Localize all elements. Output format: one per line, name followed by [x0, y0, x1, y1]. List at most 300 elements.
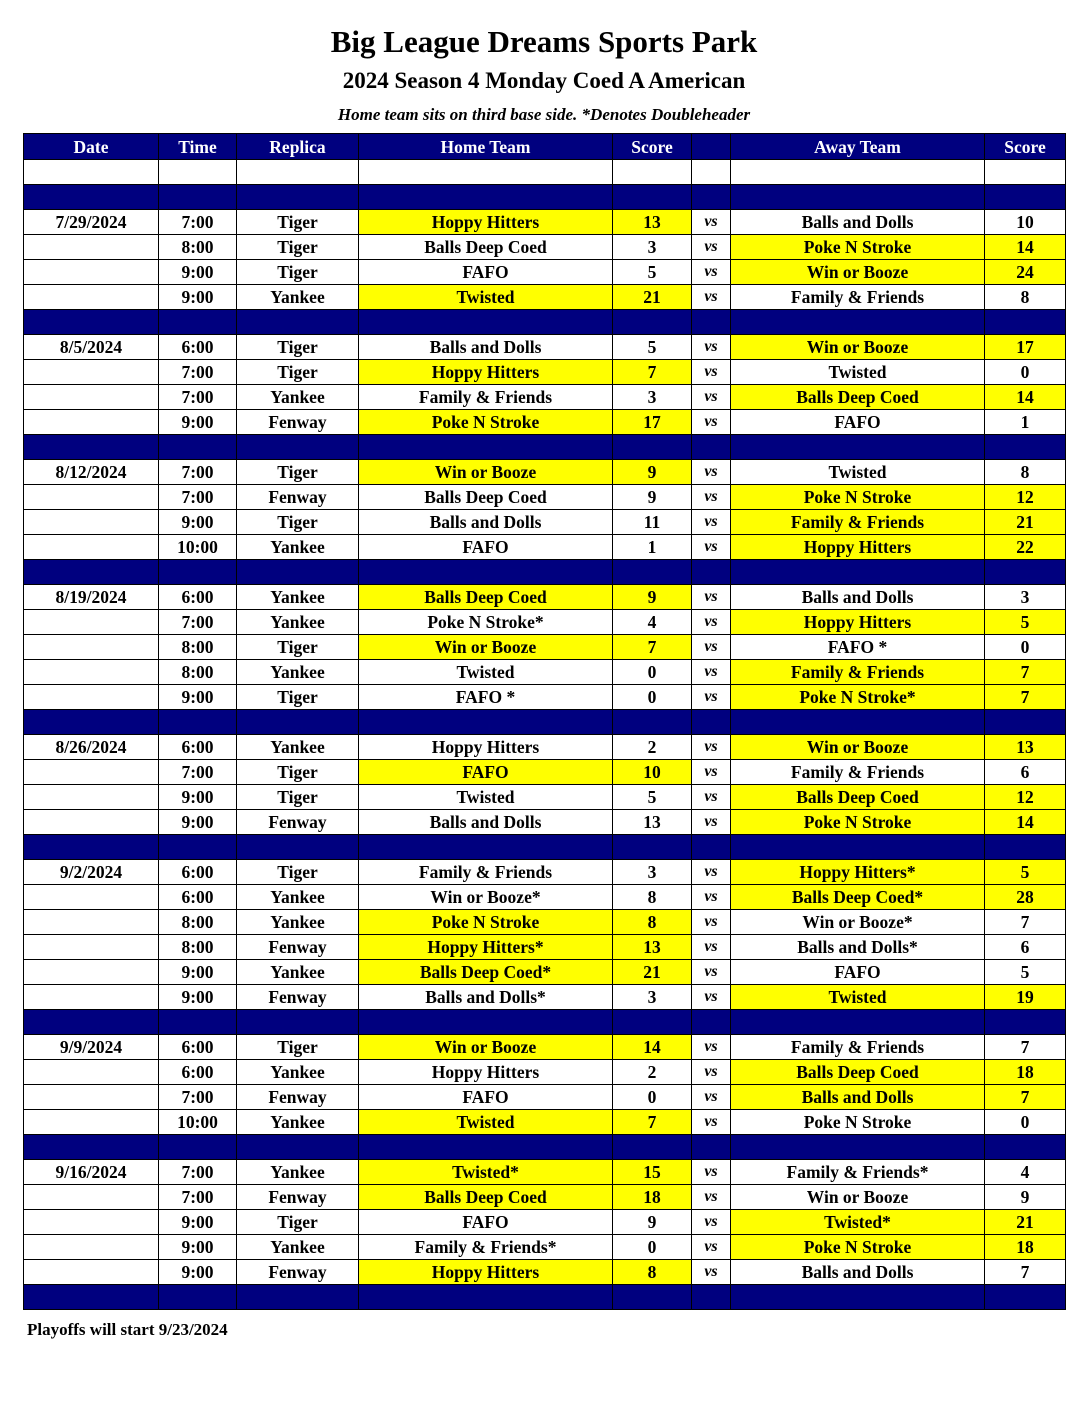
time-cell: 8:00 [159, 660, 237, 685]
home-score-cell: 3 [613, 860, 692, 885]
time-cell: 7:00 [159, 760, 237, 785]
replica-cell: Yankee [237, 1060, 359, 1085]
date-cell [24, 960, 159, 985]
empty-cell [985, 1010, 1066, 1035]
vs-cell: vs [692, 260, 731, 285]
home-score-cell: 11 [613, 510, 692, 535]
away-team-cell: Hoppy Hitters* [731, 860, 985, 885]
home-score-cell: 9 [613, 585, 692, 610]
empty-cell [613, 1135, 692, 1160]
game-row [24, 1260, 1066, 1285]
away-score-cell: 21 [985, 1210, 1066, 1235]
time-cell: 8:00 [159, 910, 237, 935]
empty-cell [159, 710, 237, 735]
away-team-cell: Win or Booze* [731, 910, 985, 935]
home-team-cell: Win or Booze* [359, 885, 613, 910]
date-cell: 8/12/2024 [24, 460, 159, 485]
away-team-cell: Hoppy Hitters [731, 610, 985, 635]
away-score-cell: 7 [985, 660, 1066, 685]
game-row [24, 635, 1066, 660]
separator-row [24, 1010, 1066, 1035]
empty-cell [159, 560, 237, 585]
away-score-cell: 7 [985, 685, 1066, 710]
game-row [24, 1160, 1066, 1185]
empty-cell [159, 835, 237, 860]
home-score-cell: 3 [613, 385, 692, 410]
home-score-cell: 2 [613, 1060, 692, 1085]
empty-cell [24, 710, 159, 735]
separator-row [24, 710, 1066, 735]
empty-cell [24, 185, 159, 210]
empty-cell [985, 560, 1066, 585]
date-cell [24, 1185, 159, 1210]
game-row [24, 960, 1066, 985]
date-cell [24, 760, 159, 785]
empty-cell [359, 160, 613, 185]
replica-cell: Fenway [237, 1085, 359, 1110]
game-row [24, 410, 1066, 435]
away-score-cell: 13 [985, 735, 1066, 760]
away-team-cell: Win or Booze [731, 260, 985, 285]
away-score-cell: 6 [985, 935, 1066, 960]
empty-cell [692, 1135, 731, 1160]
column-header: Time [159, 134, 237, 160]
date-cell [24, 1060, 159, 1085]
home-team-cell: Hoppy Hitters [359, 360, 613, 385]
vs-cell: vs [692, 335, 731, 360]
date-cell [24, 410, 159, 435]
date-cell [24, 385, 159, 410]
date-cell [24, 1235, 159, 1260]
column-header: Replica [237, 134, 359, 160]
home-score-cell: 13 [613, 210, 692, 235]
empty-cell [359, 835, 613, 860]
empty-cell [237, 185, 359, 210]
blank-row [24, 160, 1066, 185]
home-team-cell: Hoppy Hitters [359, 210, 613, 235]
away-team-cell: Poke N Stroke [731, 485, 985, 510]
away-team-cell: Win or Booze [731, 1185, 985, 1210]
time-cell: 9:00 [159, 260, 237, 285]
home-team-cell: Poke N Stroke* [359, 610, 613, 635]
vs-cell: vs [692, 1260, 731, 1285]
empty-cell [692, 835, 731, 860]
empty-cell [159, 185, 237, 210]
time-cell: 7:00 [159, 385, 237, 410]
replica-cell: Yankee [237, 1110, 359, 1135]
home-score-cell: 8 [613, 1260, 692, 1285]
empty-cell [237, 1135, 359, 1160]
empty-cell [613, 1010, 692, 1035]
away-score-cell: 14 [985, 810, 1066, 835]
home-score-cell: 8 [613, 885, 692, 910]
replica-cell: Tiger [237, 685, 359, 710]
time-cell: 9:00 [159, 985, 237, 1010]
home-team-cell: Twisted [359, 660, 613, 685]
away-team-cell: Twisted* [731, 1210, 985, 1235]
date-cell [24, 660, 159, 685]
away-team-cell: Family & Friends* [731, 1160, 985, 1185]
empty-cell [985, 310, 1066, 335]
replica-cell: Tiger [237, 1035, 359, 1060]
away-score-cell: 18 [985, 1235, 1066, 1260]
vs-cell: vs [692, 610, 731, 635]
date-cell [24, 635, 159, 660]
replica-cell: Tiger [237, 860, 359, 885]
time-cell: 9:00 [159, 510, 237, 535]
date-cell [24, 285, 159, 310]
replica-cell: Fenway [237, 810, 359, 835]
separator-row [24, 310, 1066, 335]
vs-cell: vs [692, 510, 731, 535]
away-score-cell: 7 [985, 1260, 1066, 1285]
vs-cell: vs [692, 210, 731, 235]
away-team-cell: FAFO [731, 410, 985, 435]
date-cell [24, 535, 159, 560]
empty-cell [359, 560, 613, 585]
time-cell: 6:00 [159, 860, 237, 885]
date-cell [24, 1260, 159, 1285]
time-cell: 6:00 [159, 335, 237, 360]
empty-cell [731, 560, 985, 585]
date-cell [24, 610, 159, 635]
date-cell [24, 235, 159, 260]
empty-cell [237, 1010, 359, 1035]
empty-cell [24, 160, 159, 185]
empty-cell [24, 435, 159, 460]
date-cell [24, 510, 159, 535]
vs-cell: vs [692, 735, 731, 760]
home-score-cell: 4 [613, 610, 692, 635]
away-score-cell: 1 [985, 410, 1066, 435]
away-team-cell: Win or Booze [731, 735, 985, 760]
game-row [24, 485, 1066, 510]
empty-cell [985, 835, 1066, 860]
empty-cell [985, 160, 1066, 185]
game-row [24, 785, 1066, 810]
home-score-cell: 5 [613, 335, 692, 360]
empty-cell [237, 1285, 359, 1310]
game-row [24, 510, 1066, 535]
empty-cell [985, 1285, 1066, 1310]
away-score-cell: 0 [985, 360, 1066, 385]
home-score-cell: 0 [613, 1085, 692, 1110]
home-team-cell: Hoppy Hitters* [359, 935, 613, 960]
home-score-cell: 9 [613, 460, 692, 485]
time-cell: 9:00 [159, 1235, 237, 1260]
vs-cell: vs [692, 410, 731, 435]
game-row [24, 385, 1066, 410]
home-score-cell: 14 [613, 1035, 692, 1060]
game-row [24, 760, 1066, 785]
replica-cell: Yankee [237, 960, 359, 985]
away-team-cell: Balls and Dolls [731, 1260, 985, 1285]
header-row [24, 134, 1066, 160]
away-team-cell: Balls and Dolls [731, 210, 985, 235]
home-team-cell: Balls and Dolls* [359, 985, 613, 1010]
away-score-cell: 7 [985, 910, 1066, 935]
game-row [24, 1085, 1066, 1110]
empty-cell [731, 1010, 985, 1035]
empty-cell [613, 710, 692, 735]
away-score-cell: 7 [985, 1035, 1066, 1060]
empty-cell [692, 560, 731, 585]
away-team-cell: Family & Friends [731, 660, 985, 685]
home-team-cell: Family & Friends* [359, 1235, 613, 1260]
time-cell: 9:00 [159, 1210, 237, 1235]
time-cell: 9:00 [159, 1260, 237, 1285]
home-team-cell: FAFO [359, 1085, 613, 1110]
home-team-cell: Balls Deep Coed* [359, 960, 613, 985]
date-cell [24, 485, 159, 510]
date-cell [24, 910, 159, 935]
away-score-cell: 4 [985, 1160, 1066, 1185]
away-team-cell: Twisted [731, 985, 985, 1010]
empty-cell [359, 435, 613, 460]
empty-cell [692, 1010, 731, 1035]
time-cell: 9:00 [159, 285, 237, 310]
home-team-cell: FAFO [359, 260, 613, 285]
away-score-cell: 12 [985, 785, 1066, 810]
empty-cell [237, 835, 359, 860]
date-cell [24, 1210, 159, 1235]
game-row [24, 810, 1066, 835]
page-subtitle: 2024 Season 4 Monday Coed A American [342, 68, 746, 93]
vs-cell: vs [692, 535, 731, 560]
home-score-cell: 3 [613, 985, 692, 1010]
time-cell: 10:00 [159, 535, 237, 560]
home-team-cell: Family & Friends [359, 860, 613, 885]
away-score-cell: 19 [985, 985, 1066, 1010]
away-score-cell: 7 [985, 1085, 1066, 1110]
away-score-cell: 14 [985, 235, 1066, 260]
away-score-cell: 0 [985, 1110, 1066, 1135]
game-row [24, 235, 1066, 260]
empty-cell [613, 1285, 692, 1310]
home-team-cell: Balls Deep Coed [359, 1185, 613, 1210]
away-score-cell: 9 [985, 1185, 1066, 1210]
game-row [24, 885, 1066, 910]
replica-cell: Tiger [237, 635, 359, 660]
time-cell: 8:00 [159, 235, 237, 260]
vs-cell: vs [692, 685, 731, 710]
game-row [24, 1210, 1066, 1235]
game-row [24, 935, 1066, 960]
away-score-cell: 8 [985, 460, 1066, 485]
away-score-cell: 3 [985, 585, 1066, 610]
column-header: Score [985, 134, 1066, 160]
game-row [24, 1060, 1066, 1085]
vs-cell: vs [692, 1085, 731, 1110]
home-team-cell: FAFO [359, 1210, 613, 1235]
replica-cell: Fenway [237, 1185, 359, 1210]
home-score-cell: 21 [613, 960, 692, 985]
time-cell: 9:00 [159, 410, 237, 435]
empty-cell [359, 185, 613, 210]
home-score-cell: 0 [613, 1235, 692, 1260]
time-cell: 7:00 [159, 210, 237, 235]
empty-cell [613, 310, 692, 335]
separator-row [24, 560, 1066, 585]
home-team-cell: Balls and Dolls [359, 335, 613, 360]
away-team-cell: Balls Deep Coed [731, 385, 985, 410]
empty-cell [692, 185, 731, 210]
game-row [24, 460, 1066, 485]
home-score-cell: 13 [613, 810, 692, 835]
away-team-cell: Family & Friends [731, 760, 985, 785]
schedule-table [23, 133, 1066, 1310]
game-row [24, 735, 1066, 760]
time-cell: 8:00 [159, 635, 237, 660]
game-row [24, 985, 1066, 1010]
time-cell: 6:00 [159, 885, 237, 910]
empty-cell [731, 185, 985, 210]
vs-cell: vs [692, 860, 731, 885]
home-team-cell: Hoppy Hitters [359, 735, 613, 760]
away-team-cell: Balls and Dolls [731, 585, 985, 610]
home-team-cell: Twisted* [359, 1160, 613, 1185]
home-team-cell: Win or Booze [359, 460, 613, 485]
vs-cell: vs [692, 1235, 731, 1260]
replica-cell: Fenway [237, 1260, 359, 1285]
empty-cell [24, 1010, 159, 1035]
replica-cell: Tiger [237, 760, 359, 785]
home-team-cell: Win or Booze [359, 1035, 613, 1060]
away-score-cell: 10 [985, 210, 1066, 235]
empty-cell [985, 710, 1066, 735]
away-team-cell: Balls Deep Coed [731, 1060, 985, 1085]
replica-cell: Tiger [237, 235, 359, 260]
date-cell: 9/2/2024 [24, 860, 159, 885]
home-score-cell: 18 [613, 1185, 692, 1210]
separator-row [24, 835, 1066, 860]
home-team-cell: Twisted [359, 285, 613, 310]
home-score-cell: 9 [613, 485, 692, 510]
home-score-cell: 5 [613, 785, 692, 810]
away-team-cell: Win or Booze [731, 335, 985, 360]
replica-cell: Tiger [237, 360, 359, 385]
vs-cell: vs [692, 360, 731, 385]
date-cell [24, 885, 159, 910]
vs-cell: vs [692, 935, 731, 960]
empty-cell [692, 710, 731, 735]
home-score-cell: 7 [613, 360, 692, 385]
game-row [24, 660, 1066, 685]
replica-cell: Tiger [237, 335, 359, 360]
away-score-cell: 5 [985, 960, 1066, 985]
game-row [24, 535, 1066, 560]
time-cell: 7:00 [159, 1085, 237, 1110]
vs-cell: vs [692, 910, 731, 935]
home-score-cell: 0 [613, 660, 692, 685]
vs-cell: vs [692, 635, 731, 660]
empty-cell [731, 1285, 985, 1310]
empty-cell [24, 1135, 159, 1160]
page-title: Big League Dreams Sports Park [330, 24, 758, 59]
away-team-cell: FAFO [731, 960, 985, 985]
empty-cell [731, 310, 985, 335]
away-score-cell: 28 [985, 885, 1066, 910]
column-header: Score [613, 134, 692, 160]
away-score-cell: 22 [985, 535, 1066, 560]
date-cell [24, 1085, 159, 1110]
away-score-cell: 5 [985, 860, 1066, 885]
empty-cell [237, 710, 359, 735]
time-cell: 7:00 [159, 1160, 237, 1185]
empty-cell [985, 1135, 1066, 1160]
vs-cell: vs [692, 985, 731, 1010]
away-team-cell: Twisted [731, 460, 985, 485]
away-team-cell: FAFO * [731, 635, 985, 660]
date-cell [24, 935, 159, 960]
vs-cell: vs [692, 760, 731, 785]
empty-cell [24, 1285, 159, 1310]
replica-cell: Yankee [237, 735, 359, 760]
time-cell: 8:00 [159, 935, 237, 960]
home-team-cell: Twisted [359, 785, 613, 810]
home-score-cell: 1 [613, 535, 692, 560]
away-team-cell: Poke N Stroke [731, 1110, 985, 1135]
vs-cell: vs [692, 1210, 731, 1235]
empty-cell [613, 435, 692, 460]
date-cell [24, 360, 159, 385]
empty-cell [613, 560, 692, 585]
time-cell: 7:00 [159, 360, 237, 385]
replica-cell: Yankee [237, 385, 359, 410]
empty-cell [359, 1135, 613, 1160]
replica-cell: Fenway [237, 985, 359, 1010]
home-team-cell: FAFO * [359, 685, 613, 710]
home-team-cell: Poke N Stroke [359, 410, 613, 435]
away-score-cell: 21 [985, 510, 1066, 535]
home-score-cell: 7 [613, 1110, 692, 1135]
empty-cell [731, 835, 985, 860]
replica-cell: Yankee [237, 610, 359, 635]
empty-cell [24, 835, 159, 860]
empty-cell [613, 160, 692, 185]
away-team-cell: Balls and Dolls* [731, 935, 985, 960]
empty-cell [159, 1010, 237, 1035]
time-cell: 6:00 [159, 735, 237, 760]
empty-cell [237, 560, 359, 585]
replica-cell: Tiger [237, 210, 359, 235]
home-team-cell: Family & Friends [359, 385, 613, 410]
home-score-cell: 17 [613, 410, 692, 435]
time-cell: 9:00 [159, 960, 237, 985]
home-team-cell: Balls Deep Coed [359, 585, 613, 610]
separator-row [24, 1285, 1066, 1310]
away-team-cell: Hoppy Hitters [731, 535, 985, 560]
away-score-cell: 12 [985, 485, 1066, 510]
vs-cell: vs [692, 660, 731, 685]
game-row [24, 1110, 1066, 1135]
vs-cell: vs [692, 285, 731, 310]
replica-cell: Fenway [237, 410, 359, 435]
game-row [24, 360, 1066, 385]
home-team-cell: Balls and Dolls [359, 810, 613, 835]
time-cell: 7:00 [159, 610, 237, 635]
game-row [24, 210, 1066, 235]
empty-cell [359, 1010, 613, 1035]
home-score-cell: 21 [613, 285, 692, 310]
date-cell [24, 260, 159, 285]
empty-cell [24, 560, 159, 585]
game-row [24, 860, 1066, 885]
away-team-cell: Balls Deep Coed [731, 785, 985, 810]
away-score-cell: 8 [985, 285, 1066, 310]
replica-cell: Yankee [237, 910, 359, 935]
away-score-cell: 24 [985, 260, 1066, 285]
